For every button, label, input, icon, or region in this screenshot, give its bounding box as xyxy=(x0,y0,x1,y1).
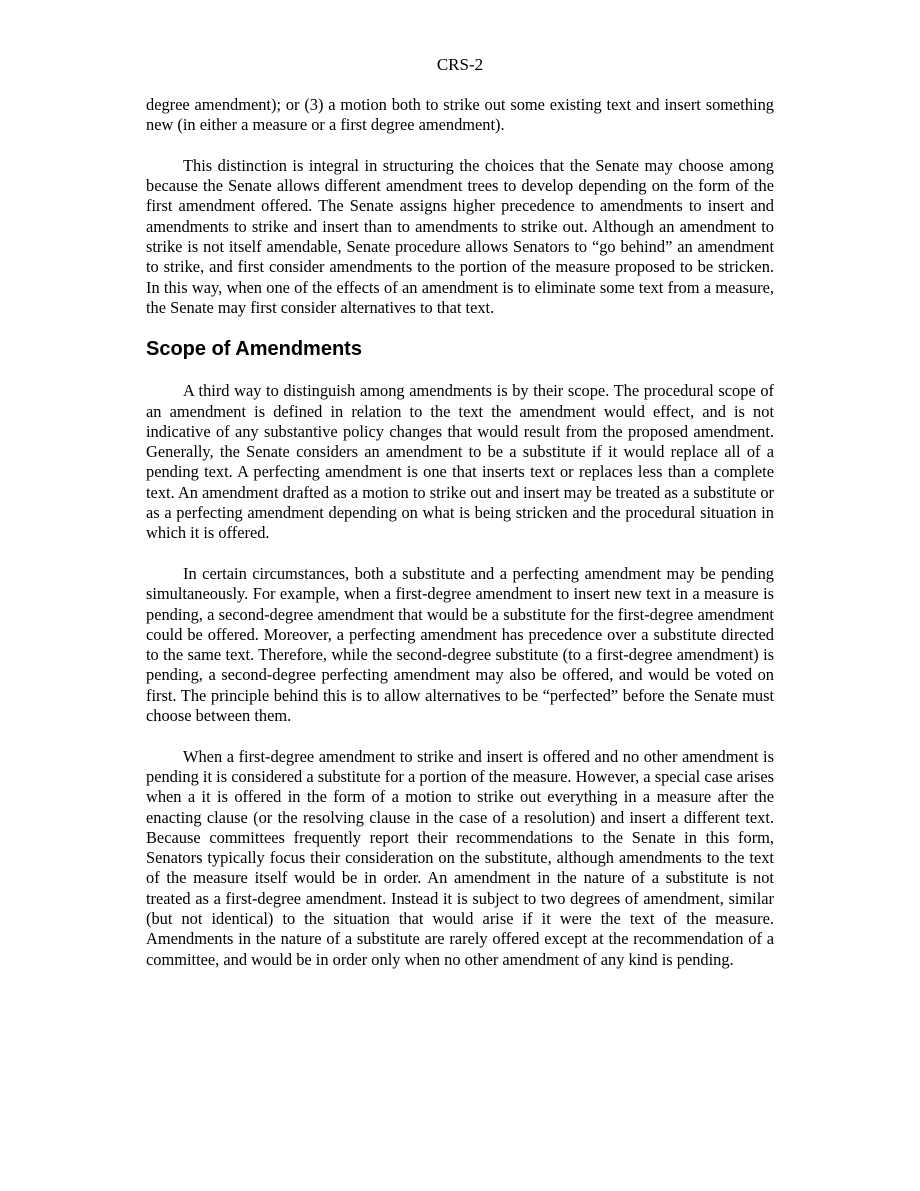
paragraph-continuation: degree amendment); or (3) a motion both to strike out some existing text and insert something new (in either a measure or a first degree amendment). xyxy=(146,95,774,135)
paragraph-distinction: This distinction is integral in structuring the choices that the Senate may choose among because the Senate allows different amendment trees to develop depending on the form of the first amendment offered. The Senate assigns higher precedence to amendments to insert and amendments to strike and insert than to amendments to strike out. Although an amendment to strike is not itself amendable, Senate procedure allows Senators to “go behind” an amendment to strike, and first consider amendments to the portion of the measure proposed to be stricken. In this way, when one of the effects of an amendment is to eliminate some text from a measure, the Senate may first consider alternatives to that text. xyxy=(146,155,774,317)
page-header: CRS-2 xyxy=(436,55,484,74)
paragraph-substitute-special-case: When a first-degree amendment to strike and insert is offered and no other amendment is pending it is considered a substitute for a portion of the measure. However, a special case arises when a it is offered in the form of a motion to strike out everything in a measure after the enacting clause (or the resolving clause in the case of a resolution) and insert a different text. Because committees frequently report their recommendations to the Senate in this form, Senators typically focus their consideration on the substitute, although amendments to the text of the measure itself would be in order. An amendment in the nature of a substitute is not treated as a first-degree amendment. Instead it is subject to two degrees of amendment, similar (but not identical) to the situation that would arise if it were the text of the measure. Amendments in the nature of a substitute are rarely offered except at the recommendation of a committee, and would be in order only when no other amendment of any kind is pending. xyxy=(146,746,774,969)
paragraph-simultaneous-pending: In certain circumstances, both a substitute and a perfecting amendment may be pending simultaneously. For example, when a first-degree amendment to insert new text in a measure is pending, a second-degree amendment that would be a substitute for the first-degree amendment could be offered. Moreover, a perfecting amendment has precedence over a substitute directed to the same text. Therefore, while the second-degree substitute (to a first-degree amendment) is pending, a second-degree perfecting amendment may also be offered, and would be voted on first. The principle behind this is to allow alternatives to be “perfected” before the Senate must choose between them. xyxy=(146,563,774,726)
paragraph-scope-intro: A third way to distinguish among amendments is by their scope. The procedural scope of an amendment is defined in relation to the text the amendment would effect, and is not indicative of any substantive policy changes that would result from the proposed amendment. Generally, the Senate considers an amendment to be a substitute if it would replace all of a pending text. A perfecting amendment is one that inserts text or replaces less than a complete text. An amendment drafted as a motion to strike out and insert may be treated as a substitute or as a perfecting amendment depending on what is being stricken and the procedural situation in which it is offered. xyxy=(146,381,774,543)
section-heading-scope: Scope of Amendments xyxy=(146,338,362,361)
document-body xyxy=(146,95,774,970)
